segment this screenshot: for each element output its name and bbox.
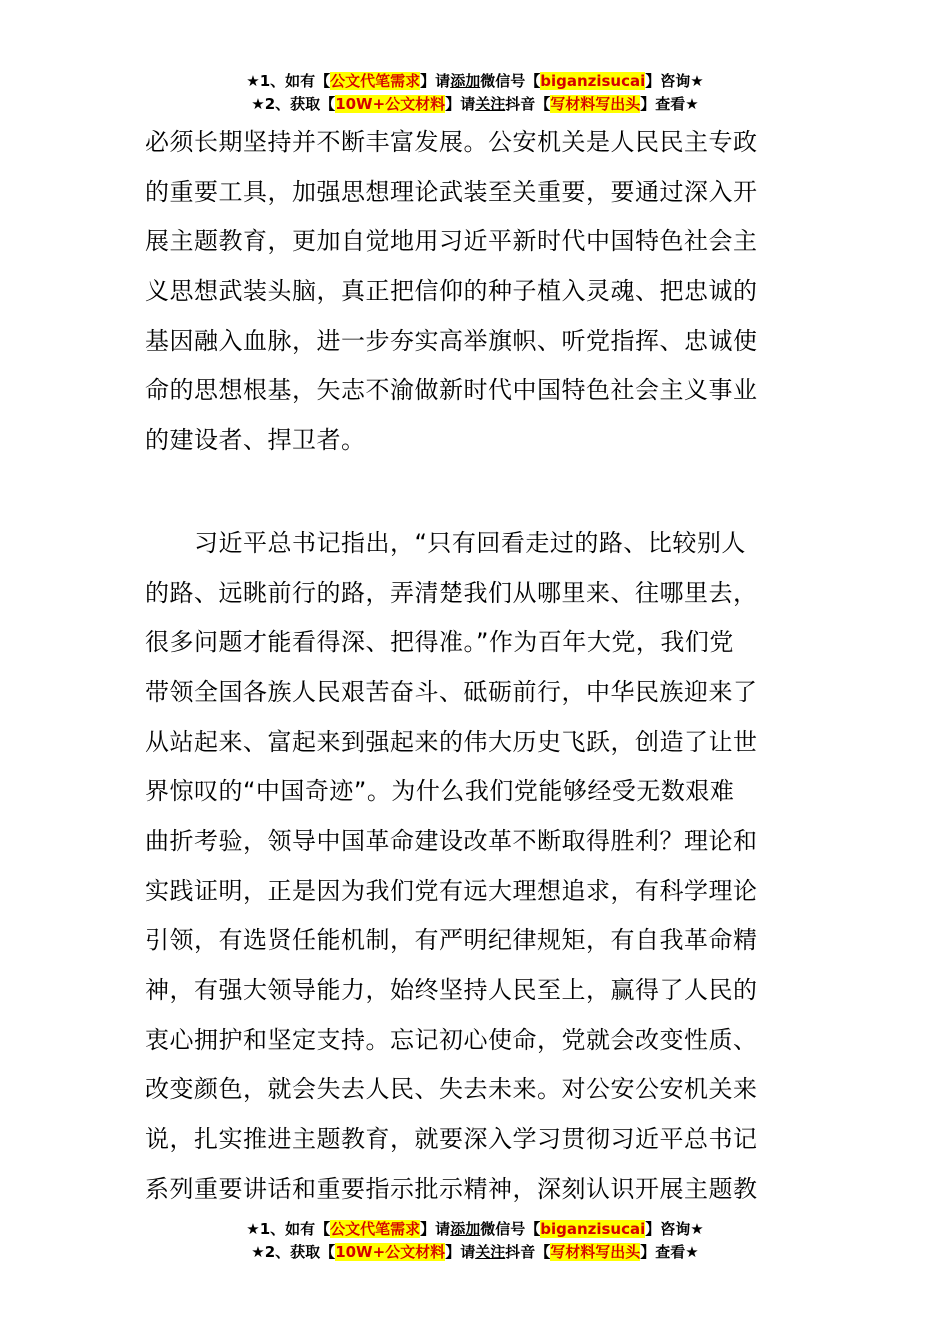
- banner-text: ★1、如有【: [246, 72, 331, 90]
- text-line: 很多问题才能看得深、把得准。”作为百年大党，我们党: [145, 628, 734, 657]
- banner-text: 】请: [445, 95, 476, 113]
- banner-text: 】查看★: [640, 95, 699, 113]
- paragraph-2: [145, 519, 805, 1215]
- banner-text: ★1、如有【: [246, 1220, 331, 1238]
- text-line: 展主题教育，更加自觉地用习近平新时代中国特色社会主: [145, 227, 758, 256]
- banner-underline: 关注: [475, 1243, 506, 1261]
- banner-underline: 关注: [475, 95, 506, 113]
- text-line: 实践证明，正是因为我们党有远大理想追求，有科学理论: [145, 876, 758, 905]
- text-line: 带领全国各族人民艰苦奋斗、砥砺前行，中华民族迎来了: [145, 677, 758, 706]
- text-line: 系列重要讲话和重要指示批示精神，深刻认识开展主题教: [145, 1174, 758, 1203]
- banner-line-1: [0, 70, 950, 93]
- text-line: 神，有强大领导能力，始终坚持人民至上，赢得了人民的: [145, 976, 758, 1004]
- banner-line-1: [0, 1218, 950, 1241]
- document-body: [145, 118, 805, 1214]
- banner-underline: 添加: [450, 1220, 481, 1238]
- footer-banner: [0, 1218, 950, 1264]
- banner-highlight-douyin: 写材料写出头: [550, 1243, 641, 1261]
- banner-highlight-douyin: 写材料写出头: [550, 95, 641, 113]
- paragraph-gap: [145, 466, 805, 519]
- banner-text: ★2、获取【: [251, 1243, 336, 1261]
- banner-text: 微信号【: [480, 72, 541, 90]
- banner-text: 抖音【: [505, 1243, 551, 1261]
- banner-text: 】请: [420, 1220, 451, 1238]
- text-line: 从站起来、富起来到强起来的伟大历史飞跃，创造了让世: [145, 727, 758, 756]
- banner-highlight-wechat-id: biganzisucai: [540, 1220, 646, 1238]
- text-line: 说，扎实推进主题教育，就要深入学习贯彻习近平总书记: [145, 1125, 758, 1154]
- banner-text: 】请: [445, 1243, 476, 1261]
- text-line: 曲折考验，领导中国革命建设改革不断取得胜利？理论和: [145, 826, 758, 855]
- banner-line-2: [0, 1241, 950, 1264]
- text-line: 改变颜色，就会失去人民、失去未来。对公安公安机关来: [145, 1075, 758, 1104]
- banner-highlight: 10W+公文材料: [335, 95, 446, 113]
- text-line: 的路、远眺前行的路，弄清楚我们从哪里来、往哪里去，: [145, 578, 758, 607]
- text-line: 衷心拥护和坚定支持。忘记初心使命，党就会改变性质、: [145, 1025, 758, 1054]
- text-line: 命的思想根基，矢志不渝做新时代中国特色社会主义事业: [145, 376, 758, 405]
- banner-highlight: 公文代笔需求: [330, 72, 421, 90]
- text-line: 的建设者、捍卫者。: [145, 426, 366, 455]
- banner-text: 】查看★: [640, 1243, 699, 1261]
- banner-highlight-wechat-id: biganzisucai: [540, 72, 646, 90]
- paragraph-1: [145, 118, 805, 466]
- banner-text: 抖音【: [505, 95, 551, 113]
- header-banner: [0, 70, 950, 116]
- banner-text: 】咨询★: [645, 1220, 704, 1238]
- text-line: 的重要工具，加强思想理论武装至关重要，要通过深入开: [145, 177, 758, 206]
- banner-underline: 添加: [450, 72, 481, 90]
- text-line: 习近平总书记指出，“只有回看走过的路、比较别人: [145, 528, 746, 557]
- text-line: 义思想武装头脑，真正把信仰的种子植入灵魂、把忠诚的: [145, 277, 758, 306]
- banner-text: 】咨询★: [645, 72, 704, 90]
- text-line: 界惊叹的“中国奇迹”。为什么我们党能够经受无数艰难: [145, 777, 735, 806]
- banner-highlight: 公文代笔需求: [330, 1220, 421, 1238]
- banner-text: 微信号【: [480, 1220, 541, 1238]
- banner-text: ★2、获取【: [251, 95, 336, 113]
- banner-line-2: [0, 93, 950, 116]
- text-line: 基因融入血脉，进一步夯实高举旗帜、听党指挥、忠诚使: [145, 326, 758, 355]
- banner-text: 】请: [420, 72, 451, 90]
- text-line: 必须长期坚持并不断丰富发展。公安机关是人民民主专政: [145, 128, 758, 156]
- text-line: 引领，有选贤任能机制，有严明纪律规矩，有自我革命精: [145, 926, 758, 955]
- banner-highlight: 10W+公文材料: [335, 1243, 446, 1261]
